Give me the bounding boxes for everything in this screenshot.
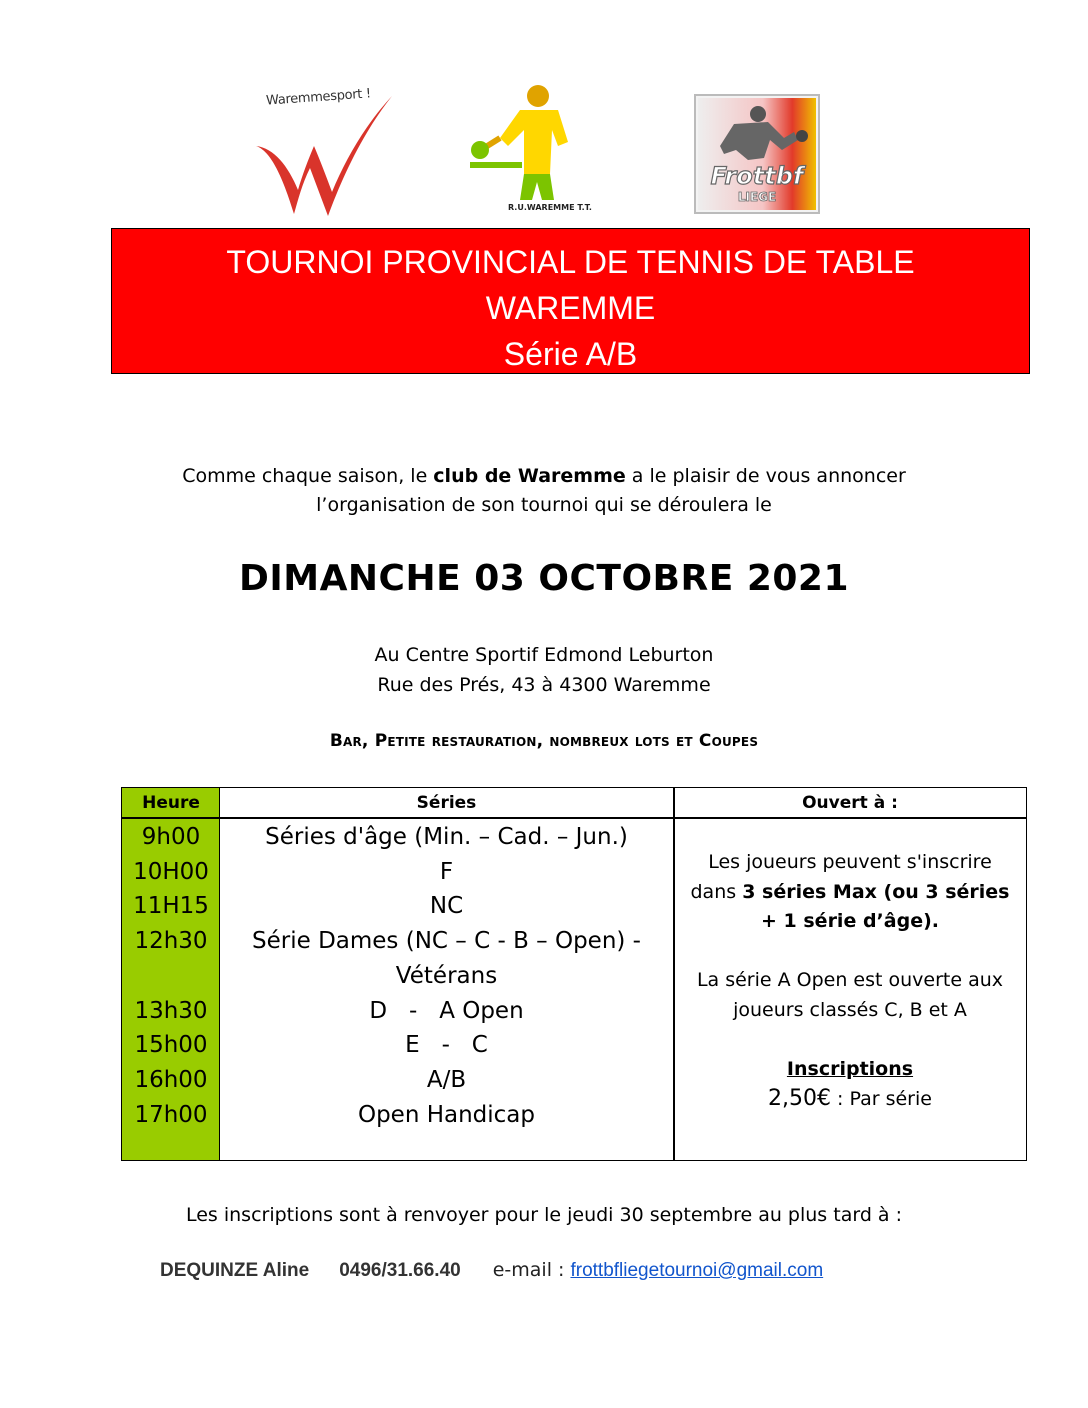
venue-line1: Au Centre Sportif Edmond Leburton [374,644,714,666]
time-cell: 11H15 [133,893,209,920]
time-cell: 9h00 [141,824,201,850]
banner-title-line1: TOURNOI PROVINCIAL DE TENNIS DE TABLE [226,244,915,280]
email-link[interactable]: frottbfliegetournoi@gmail.com [570,1260,824,1281]
time-cell: 13h30 [134,997,208,1024]
time-cell: 16h00 [134,1066,208,1093]
frottbf-logo-subtext: LIEGE [737,190,777,204]
open-info-line5: joueurs classés C, B et A [733,998,967,1021]
series-column [220,820,673,1132]
waremmesport-logo-text: Waremmesport ! [265,86,372,109]
header-heure: Heure [142,793,200,813]
price-suffix: : Par série [831,1088,932,1110]
waremmesport-logo [250,88,400,220]
amenities-text: Bar, Petite restauration, nombreux lots et Coupes [329,731,759,751]
banner-title-line3: Série A/B [503,336,638,372]
table-tennis-player-icon [470,82,602,202]
series-cell: Vétérans [395,962,498,989]
venue-line2: Rue des Prés, 43 à 4300 Waremme [377,674,711,696]
intro-paragraph [100,462,988,520]
open-info-line1: Les joueurs peuvent s'inscrire [708,851,992,873]
time-cell: 15h00 [134,1032,208,1059]
intro-text-2: a le plaisir de vous annoncer [625,465,906,487]
series-cell: NC [429,893,464,920]
venue-address [100,640,988,700]
series-cell: A/B [426,1066,467,1093]
header-ouvert: Ouvert à : [802,793,898,813]
ru-waremme-caption: R.U.WAREMME T.T. [508,203,592,212]
time-cell: 17h00 [134,1101,208,1128]
ru-waremme-logo [470,82,602,214]
frottbf-logo-text: Frottbf [710,162,804,190]
title-banner [111,228,1030,374]
time-cell: 12h30 [134,928,208,955]
time-cell [122,959,220,994]
open-info-line2b: 3 séries Max (ou 3 séries [742,880,1010,903]
series-cell: E - C [405,1032,488,1059]
registration-deadline: Les inscriptions sont à renvoyer pour le jeudi 30 septembre au plus tard à : [185,1204,903,1226]
contact-phone: 0496/31.66.40 [339,1260,461,1281]
open-to-info [674,848,1026,1115]
frottbf-liege-logo [694,94,820,214]
header-series: Séries [416,793,477,813]
email-label: e-mail : [492,1259,571,1281]
series-cell: Séries d'âge (Min. – Cad. – Jun.) [265,824,628,850]
series-cell: D - A Open [369,997,524,1024]
time-cell: 10H00 [133,858,209,885]
open-info-line4: La série A Open est ouverte aux [696,969,1004,991]
open-info-line3: + 1 série d’âge). [761,910,939,932]
banner-title-line2: WAREMME [485,290,656,326]
inscriptions-label: Inscriptions [786,1057,914,1080]
contact-name: DEQUINZE Aline [160,1260,310,1281]
event-date: DIMANCHE 03 OCTOBRE 2021 [238,558,850,599]
open-info-line2a: dans [690,880,743,903]
schedule-table [121,787,1027,1161]
intro-text-line2: l’organisation de son tournoi qui se déroulera le [316,494,772,516]
times-column [122,820,220,1132]
contact-line [160,1259,960,1282]
intro-club-name: club de Waremme [433,465,626,487]
price-value: 2,50€ [768,1086,832,1111]
series-cell: F [439,858,454,885]
series-cell: Open Handicap [357,1101,536,1128]
series-cell: Série Dames (NC – C - B – Open) - [252,928,641,955]
intro-text-1: Comme chaque saison, le [182,465,434,487]
